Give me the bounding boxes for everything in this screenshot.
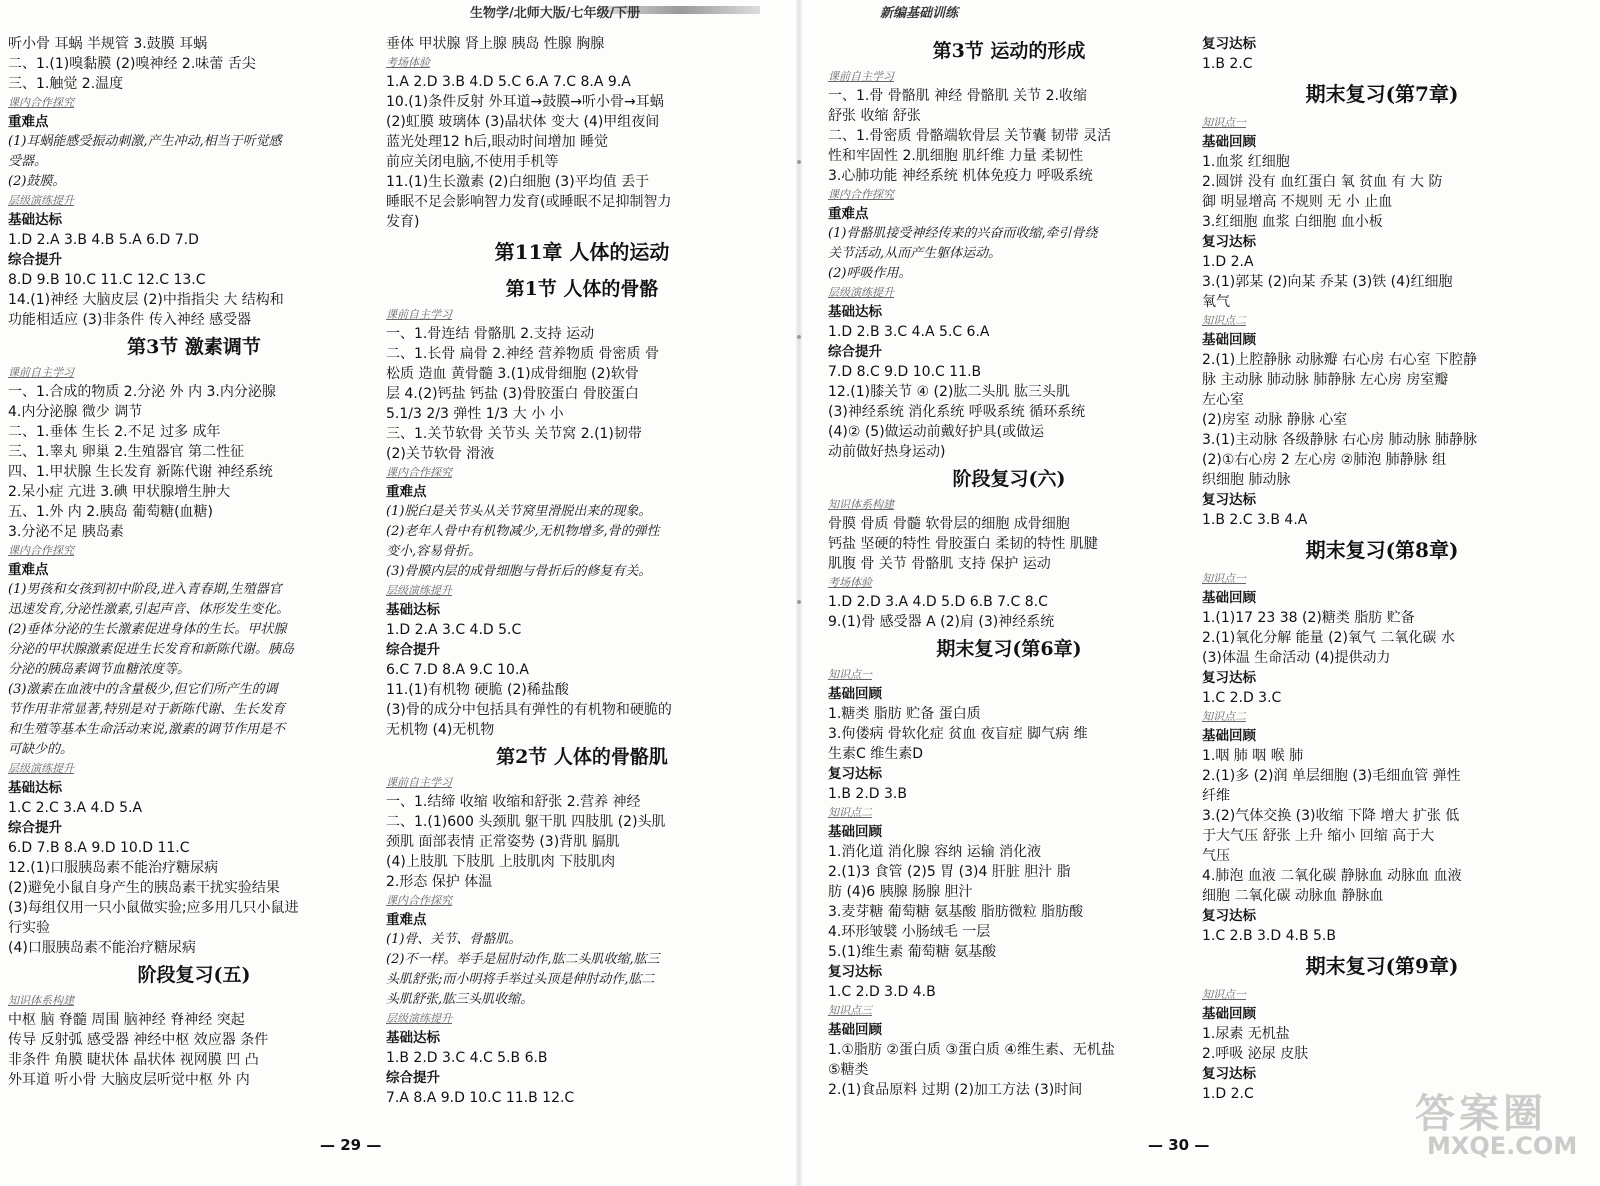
answer-column-1: [8, 34, 380, 1090]
section-heading: 第1节 人体的骨骼: [505, 278, 659, 300]
answer-line: (2)不一样。举手是屈肘动作,肱二头肌收缩,肱三: [386, 952, 660, 967]
answer-line: 左心室: [1202, 392, 1244, 408]
answer-line: 4.环形皱襞 小肠绒毛 一层: [828, 924, 991, 940]
category-label: 综合提升: [8, 820, 62, 836]
category-label: 复习达标: [828, 964, 882, 980]
answer-line: (2)虹膜 玻璃体 (3)晶状体 变大 (4)甲组夜间: [386, 114, 660, 130]
category-label: 复习达标: [828, 766, 882, 782]
section-heading: 第11章 人体的运动: [494, 240, 670, 264]
answer-line: 骨膜 骨质 骨髓 软骨层的细胞 成骨细胞: [828, 516, 1070, 532]
answer-line: 变小,容易骨折。: [386, 544, 482, 559]
answer-line: 三、1.睾丸 卵巢 2.生殖器官 第二性征: [8, 444, 245, 460]
answer-line: 受器。: [8, 154, 48, 169]
subsection-label: 层级演练提升: [8, 762, 74, 775]
answer-line: 12.(1)膝关节 ④ (2)肱二头肌 肱三头肌: [828, 384, 1070, 400]
category-label: 复习达标: [1202, 36, 1256, 52]
subsection-label: 课内合作探究: [386, 894, 452, 907]
answer-line: (3)激素在血液中的含量极少,但它们所产生的调: [8, 682, 278, 697]
category-label: 复习达标: [1202, 492, 1256, 508]
answer-line: 2.形态 保护 体温: [386, 874, 493, 890]
answer-line: 6.D 7.B 8.A 9.D 10.D 11.C: [8, 840, 190, 856]
category-label: 基础回顾: [1202, 134, 1256, 150]
answer-line: 11.(1)生长激素 (2)白细胞 (3)平均值 丢于: [386, 174, 650, 190]
series-name: 新编基础训练: [880, 6, 959, 21]
answer-line: 5.1/3 2/3 弹性 1/3 大 小 小: [386, 406, 564, 422]
answer-line: 发育): [386, 214, 420, 230]
category-label: 基础回顾: [1202, 728, 1256, 744]
answer-line: 12.(1)口服胰岛素不能治疗糖尿病: [8, 860, 219, 876]
answer-line: 3.分泌不足 胰岛素: [8, 524, 124, 540]
answer-line: 3.(1)主动脉 各级静脉 右心房 肺动脉 肺静脉: [1202, 432, 1477, 448]
category-label: 基础回顾: [1202, 590, 1256, 606]
answer-line: 肌腹 骨 关节 骨骼肌 支持 保护 运动: [828, 556, 1051, 572]
answer-line: 御 明显增高 不规则 无 小 止血: [1202, 194, 1393, 210]
answer-line: (1)骨骼肌接受神经传来的兴奋而收缩,牵引骨绕: [828, 226, 1098, 241]
answer-line: 非条件 角膜 睫状体 晶状体 视网膜 凹 凸: [8, 1052, 259, 1068]
category-label: 重难点: [386, 484, 427, 500]
answer-line: 前应关闭电脑,不使用手机等: [386, 154, 559, 170]
answer-line: 头肌舒张;而小明将手举过头顶是伸肘动作,肱二: [386, 972, 655, 987]
category-label: 综合提升: [386, 642, 440, 658]
answer-line: 脉 主动脉 肺动脉 肺静脉 左心房 房室瓣: [1202, 372, 1449, 388]
category-label: 基础达标: [8, 212, 62, 228]
answer-line: (3)体温 生命活动 (4)提供动力: [1202, 650, 1391, 666]
subsection-label: 考场体验: [386, 56, 430, 69]
answer-line: 二、1.长骨 扁骨 2.神经 营养物质 骨密质 骨: [386, 346, 659, 362]
answer-column-4: [1202, 34, 1562, 1104]
answer-line: 二、1.垂体 生长 2.不足 过多 成年: [8, 424, 221, 440]
watermark-logo: [1395, 1082, 1595, 1172]
subsection-label: 知识点二: [1202, 314, 1246, 327]
watermark-text: 答案圈: [1415, 1091, 1547, 1137]
subsection-label: 知识点一: [1202, 116, 1246, 129]
answer-line: 睡眠不足会影响智力发育(或睡眠不足抑制智力: [386, 194, 672, 210]
answer-column-3: [828, 34, 1190, 1100]
answer-column-2: [386, 34, 778, 1108]
category-label: 重难点: [8, 114, 49, 130]
answer-line: (4)上肢肌 下肢肌 上肢肌肉 下肢肌肉: [386, 854, 616, 870]
answer-line: 1.D 2.C: [1202, 1086, 1254, 1102]
answer-line: 1.B 2.D 3.B: [828, 786, 907, 802]
answer-line: 1.消化道 消化腺 容纳 运输 消化液: [828, 844, 1042, 860]
category-label: 重难点: [8, 562, 49, 578]
category-label: 综合提升: [386, 1070, 440, 1086]
answer-line: 关节活动,从而产生躯体运动。: [828, 246, 1002, 261]
answer-line: 垂体 甲状腺 肾上腺 胰岛 性腺 胸腺: [386, 36, 605, 52]
answer-line: 1.咽 肺 咽 喉 肺: [1202, 748, 1304, 764]
spine-hole: [797, 160, 801, 164]
book-title: 生物学/北师大版/七年级/下册: [470, 6, 641, 21]
category-label: 基础回顾: [828, 1022, 882, 1038]
answer-line: 性和牢固性 2.肌细胞 肌纤维 力量 柔韧性: [828, 148, 1084, 164]
answer-line: 1.C 2.C 3.A 4.D 5.A: [8, 800, 143, 816]
category-label: 基础达标: [8, 780, 62, 796]
answer-line: 三、1.关节软骨 关节头 关节窝 2.(1)韧带: [386, 426, 642, 442]
answer-line: 纤维: [1202, 788, 1230, 804]
subsection-label: 课内合作探究: [828, 188, 894, 201]
category-label: 复习达标: [1202, 1066, 1256, 1082]
answer-line: 1.(1)17 23 38 (2)糖类 脂肪 贮备: [1202, 610, 1415, 626]
category-label: 重难点: [828, 206, 869, 222]
spine-hole: [797, 335, 801, 339]
subsection-label: 课内合作探究: [8, 96, 74, 109]
answer-line: 3.红细胞 血浆 白细胞 血小板: [1202, 214, 1383, 230]
answer-line: 3.(1)郭某 (2)向某 乔某 (3)铁 (4)红细胞: [1202, 274, 1453, 290]
subsection-label: 知识点一: [1202, 988, 1246, 1001]
answer-line: (2)避免小鼠自身产生的胰岛素干扰实验结果: [8, 880, 280, 896]
section-heading: 期末复习(第6章): [936, 638, 1082, 660]
answer-line: (2)老年人骨中有机物减少,无机物增多,骨的弹性: [386, 524, 660, 539]
section-heading: 第2节 人体的骨骼肌: [496, 746, 668, 768]
answer-line: 14.(1)神经 大脑皮层 (2)中指指尖 大 结构和: [8, 292, 284, 308]
answer-line: 钙盐 坚硬的特性 骨胶蛋白 柔韧的特性 肌腱: [828, 536, 1098, 552]
subsection-label: 课内合作探究: [386, 466, 452, 479]
category-label: 基础达标: [386, 602, 440, 618]
answer-line: 听小骨 耳蜗 半规管 3.鼓膜 耳蜗: [8, 36, 208, 52]
answer-line: 1.①脂肪 ②蛋白质 ③蛋白质 ④维生素、无机盐: [828, 1042, 1115, 1058]
answer-line: 气压: [1202, 848, 1230, 864]
subsection-label: 知识点一: [828, 668, 872, 681]
answer-line: 四、1.甲状腺 生长发育 新陈代谢 神经系统: [8, 464, 273, 480]
answer-line: 织细胞 肺动脉: [1202, 472, 1291, 488]
category-label: 复习达标: [1202, 670, 1256, 686]
answer-line: 和生殖等基本生命活动来说,激素的调节作用是不: [8, 722, 286, 737]
subsection-label: 考场体验: [828, 576, 872, 589]
answer-line: 3.心肺功能 神经系统 机体免疫力 呼吸系统: [828, 168, 1093, 184]
subsection-label: 知识点二: [1202, 710, 1246, 723]
answer-line: 4.肺泡 血液 二氧化碳 静脉血 动脉血 血液: [1202, 868, 1462, 884]
answer-line: 4.内分泌腺 微少 调节: [8, 404, 143, 420]
answer-line: (2)呼吸作用。: [828, 266, 912, 281]
category-label: 基础回顾: [1202, 1006, 1256, 1022]
answer-line: 松质 造血 黄骨髓 3.(1)成骨细胞 (2)软骨: [386, 366, 639, 382]
subsection-label: 知识点二: [828, 806, 872, 819]
subsection-label: 课前自主学习: [386, 308, 452, 321]
section-heading: 期末复习(第8章): [1305, 538, 1459, 562]
answer-line: 10.(1)条件反射 外耳道→鼓膜→听小骨→耳蜗: [386, 94, 664, 110]
answer-line: 传导 反射弧 感受器 神经中枢 效应器 条件: [8, 1032, 269, 1048]
category-label: 复习达标: [1202, 908, 1256, 924]
subsection-label: 知识点三: [828, 1004, 872, 1017]
answer-line: 2.(1)3 食管 (2)5 胃 (3)4 肝脏 胆汁 脂: [828, 864, 1071, 880]
answer-line: 蓝光处理12 h后,眼动时间增加 睡觉: [386, 134, 609, 150]
answer-line: 五、1.外 内 2.胰岛 葡萄糖(血糖): [8, 504, 213, 520]
answer-line: (2)房室 动脉 静脉 心室: [1202, 412, 1348, 428]
answer-line: (4)口服胰岛素不能治疗糖尿病: [8, 940, 196, 956]
answer-line: 2.(1)食品原料 过期 (2)加工方法 (3)时间: [828, 1082, 1083, 1098]
category-label: 基础达标: [386, 1030, 440, 1046]
answer-line: 头肌舒张,肱三头肌收缩。: [386, 992, 534, 1007]
page-number-left: — 29 —: [320, 1136, 382, 1154]
subsection-label: 知识体系构建: [828, 498, 894, 511]
page-number-right: — 30 —: [1148, 1136, 1210, 1154]
answer-line: 9.(1)骨 感受器 A (2)肩 (3)神经系统: [828, 614, 1055, 630]
answer-line: 层 4.(2)钙盐 钙盐 (3)骨胶蛋白 骨胶蛋白: [386, 386, 639, 402]
section-heading: 第3节 激素调节: [127, 336, 261, 358]
answer-line: 外耳道 听小骨 大脑皮层听觉中枢 外 内: [8, 1072, 250, 1088]
answer-line: 1.C 2.D 3.D 4.B: [828, 984, 936, 1000]
answer-line: (1)男孩和女孩到初中阶段,进入青春期,生殖器官: [8, 582, 282, 597]
answer-line: 一、1.骨连结 骨骼肌 2.支持 运动: [386, 326, 595, 342]
answer-line: (3)神经系统 消化系统 呼吸系统 循环系统: [828, 404, 1086, 420]
answer-line: 一、1.合成的物质 2.分泌 外 内 3.内分泌腺: [8, 384, 276, 400]
answer-line: 动前做好热身运动): [828, 444, 946, 460]
answer-line: 生素C 维生素D: [828, 746, 924, 762]
answer-line: 二、1.(1)嗅黏膜 (2)嗅神经 2.味蕾 舌尖: [8, 56, 256, 72]
answer-line: 1.C 2.B 3.D 4.B 5.B: [1202, 928, 1336, 944]
answer-line: (1)骨、关节、骨骼肌。: [386, 932, 522, 947]
answer-line: 1.D 2.B 3.C 4.A 5.C 6.A: [828, 324, 990, 340]
answer-line: 1.B 2.D 3.C 4.C 5.B 6.B: [386, 1050, 548, 1066]
answer-line: 1.D 2.A: [1202, 254, 1254, 270]
subsection-label: 课内合作探究: [8, 544, 74, 557]
subsection-label: 知识体系构建: [8, 994, 74, 1007]
answer-line: 8.D 9.B 10.C 11.C 12.C 13.C: [8, 272, 206, 288]
category-label: 综合提升: [828, 344, 882, 360]
answer-line: 7.D 8.C 9.D 10.C 11.B: [828, 364, 982, 380]
subsection-label: 课前自主学习: [386, 776, 452, 789]
category-label: 综合提升: [8, 252, 62, 268]
category-label: 基础回顾: [828, 686, 882, 702]
section-heading: 阶段复习(六): [952, 468, 1066, 490]
answer-line: 2.呼吸 泌尿 皮肤: [1202, 1046, 1309, 1062]
answer-line: (3)骨的成分中包括具有弹性的有机物和硬脆的: [386, 702, 672, 718]
answer-line: (4)② (5)做运动前戴好护具(或做运: [828, 424, 1045, 440]
answer-line: 三、1.触觉 2.温度: [8, 76, 124, 92]
answer-line: (2)①右心房 2 左心房 ②肺泡 肺静脉 组: [1202, 452, 1447, 468]
answer-line: 行实验: [8, 920, 50, 936]
category-label: 基础回顾: [828, 824, 882, 840]
section-heading: 期末复习(第7章): [1305, 82, 1459, 106]
answer-line: 3.(2)气体交换 (3)收缩 下降 增大 扩张 低: [1202, 808, 1460, 824]
answer-line: 11.(1)有机物 硬脆 (2)稀盐酸: [386, 682, 569, 698]
answer-line: (2)关节软骨 滑液: [386, 446, 495, 462]
subsection-label: 课前自主学习: [828, 70, 894, 83]
answer-line: 舒张 收缩 舒张: [828, 108, 921, 124]
category-label: 重难点: [386, 912, 427, 928]
watermark-url: MXQE.COM: [1427, 1132, 1578, 1160]
answer-line: 1.B 2.C 3.B 4.A: [1202, 512, 1308, 528]
answer-line: 二、1.骨密质 骨骼端软骨层 关节囊 韧带 灵活: [828, 128, 1112, 144]
answer-line: 2.(1)氧化分解 能量 (2)氧气 二氧化碳 水: [1202, 630, 1455, 646]
answer-line: 氧气: [1202, 294, 1230, 310]
category-label: 复习达标: [1202, 234, 1256, 250]
answer-line: 3.麦芽糖 葡萄糖 氨基酸 脂肪微粒 脂肪酸: [828, 904, 1084, 920]
answer-line: 2.(1)多 (2)润 单层细胞 (3)毛细血管 弹性: [1202, 768, 1461, 784]
answer-line: 2.呆小症 亢进 3.碘 甲状腺增生肿大: [8, 484, 231, 500]
answer-line: 迅速发育,分泌性激素,引起声音、体形发生变化。: [8, 602, 290, 617]
answer-line: (1)脱臼是关节头从关节窝里滑脱出来的现象。: [386, 504, 652, 519]
subsection-label: 知识点一: [1202, 572, 1246, 585]
answer-line: 1.糖类 脂肪 贮备 蛋白质: [828, 706, 981, 722]
answer-line: 2.(1)上腔静脉 动脉瓣 右心房 右心室 下腔静: [1202, 352, 1477, 368]
answer-line: (3)骨膜内层的成骨细胞与骨折后的修复有关。: [386, 564, 652, 579]
answer-line: 分泌的胰岛素调节血糖浓度等。: [8, 662, 191, 677]
answer-line: (2)垂体分泌的生长激素促进身体的生长。甲状腺: [8, 622, 287, 637]
answer-line: 二、1.(1)600 头颈肌 躯干肌 四肢肌 (2)头肌: [386, 814, 666, 830]
spine-hole: [797, 600, 801, 604]
category-label: 基础回顾: [1202, 332, 1256, 348]
answer-line: 分泌的甲状腺激素促进生长发育和新陈代谢。胰岛: [8, 642, 295, 657]
answer-line: (2)鼓膜。: [8, 174, 66, 189]
answer-line: 1.D 2.A 3.B 4.B 5.A 6.D 7.D: [8, 232, 199, 248]
answer-line: 2.圆饼 没有 血红蛋白 氧 贫血 有 大 防: [1202, 174, 1443, 190]
answer-line: 肪 (4)6 胰腺 肠腺 胆汁: [828, 884, 973, 900]
answer-line: 可缺少的。: [8, 742, 74, 757]
answer-line: 7.A 8.A 9.D 10.C 11.B 12.C: [386, 1090, 575, 1106]
subsection-label: 层级演练提升: [828, 286, 894, 299]
answer-line: 1.B 2.C: [1202, 56, 1253, 72]
book-spine: [796, 0, 802, 1186]
answer-line: ⑤糖类: [828, 1062, 869, 1078]
answer-line: 一、1.结缔 收缩 收缩和舒张 2.营养 神经: [386, 794, 641, 810]
answer-line: 1.尿素 无机盐: [1202, 1026, 1290, 1042]
answer-line: (3)每组仅用一只小鼠做实验;应多用几只小鼠进: [8, 900, 299, 916]
subsection-label: 层级演练提升: [386, 1012, 452, 1025]
answer-line: 中枢 脑 脊髓 周围 脑神经 脊神经 突起: [8, 1012, 245, 1028]
answer-line: 1.血浆 红细胞: [1202, 154, 1290, 170]
answer-line: 1.A 2.D 3.B 4.D 5.C 6.A 7.C 8.A 9.A: [386, 74, 631, 90]
section-heading: 第3节 运动的形成: [932, 40, 1086, 62]
answer-line: 功能相适应 (3)非条件 传入神经 感受器: [8, 312, 252, 328]
section-heading: 期末复习(第9章): [1305, 954, 1459, 978]
section-heading: 阶段复习(五): [137, 964, 251, 986]
answer-line: 颈肌 面部表情 正常姿势 (3)背肌 膈肌: [386, 834, 620, 850]
subsection-label: 层级演练提升: [8, 194, 74, 207]
answer-line: 无机物 (4)无机物: [386, 722, 495, 738]
category-label: 基础达标: [828, 304, 882, 320]
answer-line: (1)耳蜗能感受振动刺激,产生冲动,相当于听觉感: [8, 134, 282, 149]
answer-line: 5.(1)维生素 葡萄糖 氨基酸: [828, 944, 997, 960]
answer-line: 6.C 7.D 8.A 9.C 10.A: [386, 662, 529, 678]
subsection-label: 课前自主学习: [8, 366, 74, 379]
answer-line: 节作用非常显著,特别是对于新陈代谢、生长发育: [8, 702, 286, 717]
answer-line: 一、1.骨 骨骼肌 神经 骨骼肌 关节 2.收缩: [828, 88, 1087, 104]
answer-line: 细胞 二氧化碳 动脉血 静脉血: [1202, 888, 1384, 904]
answer-line: 1.D 2.A 3.C 4.D 5.C: [386, 622, 522, 638]
answer-line: 于大气压 舒张 上升 缩小 回缩 高于大: [1202, 828, 1435, 844]
subsection-label: 层级演练提升: [386, 584, 452, 597]
answer-line: 1.D 2.D 3.A 4.D 5.D 6.B 7.C 8.C: [828, 594, 1048, 610]
answer-line: 3.佝偻病 骨软化症 贫血 夜盲症 脚气病 维: [828, 726, 1088, 742]
answer-line: 1.C 2.D 3.C: [1202, 690, 1282, 706]
